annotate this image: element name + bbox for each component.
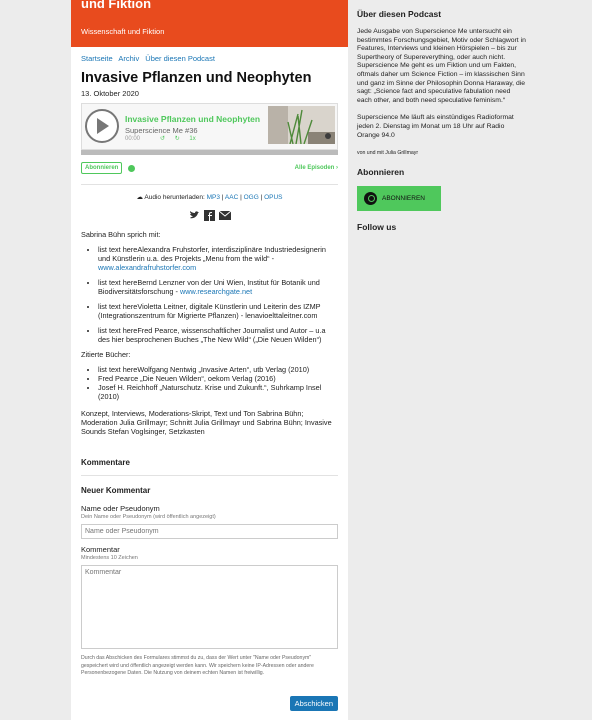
books-intro: Zitierte Bücher: — [81, 350, 131, 359]
site-subtitle: Wissenschaft und Fiktion — [81, 27, 165, 36]
book-list — [98, 365, 338, 401]
follow-heading: Follow us — [357, 222, 397, 233]
comment-field[interactable] — [81, 565, 338, 649]
download-label: Audio herunterladen: — [144, 194, 205, 201]
name-field[interactable] — [81, 524, 338, 539]
list-item: • list text hereWolfgang Nentwig „Invasive Arten“, utb Verlag (2010) — [98, 365, 338, 374]
spotify-icon[interactable] — [128, 165, 135, 172]
mail-icon[interactable] — [219, 210, 230, 221]
player-subscribe-button[interactable]: Abonnieren — [81, 162, 122, 174]
divider — [81, 184, 338, 185]
main-column — [71, 0, 348, 720]
site-title[interactable]: und Fiktion — [81, 0, 152, 11]
list-item: • Josef H. Reichhoff „Naturschutz. Krise und Zukunft.“, Suhrkamp Insel (2010) — [98, 383, 338, 401]
episode-description — [81, 230, 338, 436]
twitter-icon[interactable] — [189, 210, 200, 221]
rewind-icon[interactable]: ↺ — [160, 136, 166, 142]
guest-link[interactable]: www.researchgate.net — [179, 287, 253, 296]
player-controls — [160, 135, 204, 142]
download-ogg-link[interactable]: OGG — [243, 194, 259, 201]
breadcrumb-nav — [81, 54, 338, 63]
new-comment-heading: Neuer Kommentar — [81, 486, 151, 495]
episode-title: Invasive Pflanzen und Neophyten — [125, 114, 261, 124]
intro-text: Sabrina Bühn sprich mit: — [81, 230, 161, 239]
post-date: 13. Oktober 2020 — [81, 89, 139, 98]
guest-link[interactable]: www.alexandrafruhstorfer.com — [98, 263, 197, 272]
progress-bar[interactable] — [81, 150, 338, 155]
download-aac-link[interactable]: AAC — [224, 194, 239, 201]
name-hint: Dein Name oder Pseudonym (wird öffentlich angezeigt) — [81, 514, 216, 520]
credits-text: Konzept, Interviews, Moderations-Skript, Text und Ton Sabrina Bühn; Moderation Julia Grillmayr; Schnitt Julia Grillmayr und Sabrina Bühn; Invasive Sounds Stefan Voglsinger, Setzkasten — [81, 409, 332, 436]
author-credit: von und mit Julia Grillmayr — [357, 150, 419, 157]
list-item: • Fred Pearce „Die Neuen Wilden“, oekom Verlag (2016) — [98, 374, 338, 383]
about-heading: Über diesen Podcast — [357, 9, 442, 19]
facebook-icon[interactable] — [204, 210, 215, 221]
share-buttons — [81, 210, 338, 221]
download-mp3-link[interactable]: MP3 — [206, 194, 220, 201]
episode-cover-image — [268, 106, 335, 144]
divider — [81, 475, 338, 476]
subscribe-button[interactable] — [357, 186, 441, 211]
play-button[interactable] — [85, 109, 119, 143]
submit-comment-button[interactable]: Abschicken — [290, 696, 338, 711]
forward-icon[interactable]: ↻ — [174, 136, 180, 142]
player-bar — [81, 158, 338, 178]
subscribe-button-label: ABONNIEREN — [382, 195, 425, 203]
episode-show: Superscience Me #36 — [125, 126, 198, 135]
sidebar — [357, 0, 527, 232]
list-item: • list text hereAlexandra Fruhstorfer, interdisziplinäre Industriedesignerin und Künstlerin u.a. des Projekts „Menu from the wild“ - www.alexandrafruhstorfer.com — [98, 245, 338, 272]
comment-label: Kommentar — [81, 545, 120, 554]
list-item: • list text hereVioletta Leitner, digitale Künstlerin und Leiterin des IZMP (Integrationszentrum für Migrierte Pflanzen) - lenavioelttaleitner.com — [98, 302, 338, 320]
nav-home-link[interactable]: Startseite — [81, 54, 113, 63]
schedule-text: Superscience Me läuft als einstündiges Radioformat jeden 2. Dienstag im Monat um 18 Uhr auf Radio Orange 94.0 — [357, 114, 514, 139]
all-episodes-link[interactable]: Alle Episoden › — [294, 165, 338, 171]
download-opus-link[interactable]: OPUS — [264, 194, 283, 201]
playback-speed[interactable]: 1x — [189, 136, 196, 142]
privacy-disclaimer: Durch das Abschicken des Formulares stimmst du zu, dass der Wert unter "Name oder Pseudonym" gespeichert wird und öffentlich angezeigt werden kann. Wir speichern keine IP-Adressen oder andere Personenbezogene Daten. Die Nutzung von deinem echten Namen ist freiwillig. — [81, 655, 314, 676]
cloud-download-icon: ☁ — [136, 194, 143, 201]
list-item: • list text hereBernd Lenzner von der Uni Wien, Institut für Botanik und Biodiversitätsforschung - www.researchgate.net — [98, 278, 338, 296]
site-header — [71, 0, 348, 47]
page-title: Invasive Pflanzen und Neophyten — [81, 70, 312, 86]
about-text: Jede Ausgabe von Superscience Me untersucht ein bestimmtes Forschungsgebiet, Motiv oder Schlagwort in Features, Interviews und kleinen Hörspielen – bis zur Supertheory of Supereverything, oder auch nicht. Superscience Me geht es um Fiktion und um Fakten, oftmals daher um Science Fiction – im klassischen Sinn und ganz im Sinne der Philosophin Donna Haraway, die sagt: „Science fact and speculative fabulation need each other, and both need speculative feminism.“ — [357, 28, 526, 104]
nav-archive-link[interactable]: Archiv — [118, 54, 140, 63]
podcast-icon — [364, 192, 377, 205]
guest-list — [98, 245, 338, 344]
comments-heading: Kommentare — [81, 458, 130, 467]
audio-player — [81, 103, 338, 150]
playback-time: 00:00 — [125, 136, 141, 142]
audio-downloads: ☁ Audio herunterladen: MP3 | AAC | OGG | OPUS — [136, 194, 283, 201]
list-item: • list text hereFred Pearce, wissenschaftlicher Journalist und Autor – u.a des hier besprochenen Buches „The New Wild“ („Die Neuen Wilden“) — [98, 326, 338, 344]
comment-hint: Mindestens 10 Zeichen — [81, 555, 138, 561]
play-icon — [97, 118, 109, 134]
nav-about-link[interactable]: Über diesen Podcast — [145, 54, 215, 63]
subscribe-heading: Abonnieren — [357, 167, 405, 178]
name-label: Name oder Pseudonym — [81, 504, 160, 513]
